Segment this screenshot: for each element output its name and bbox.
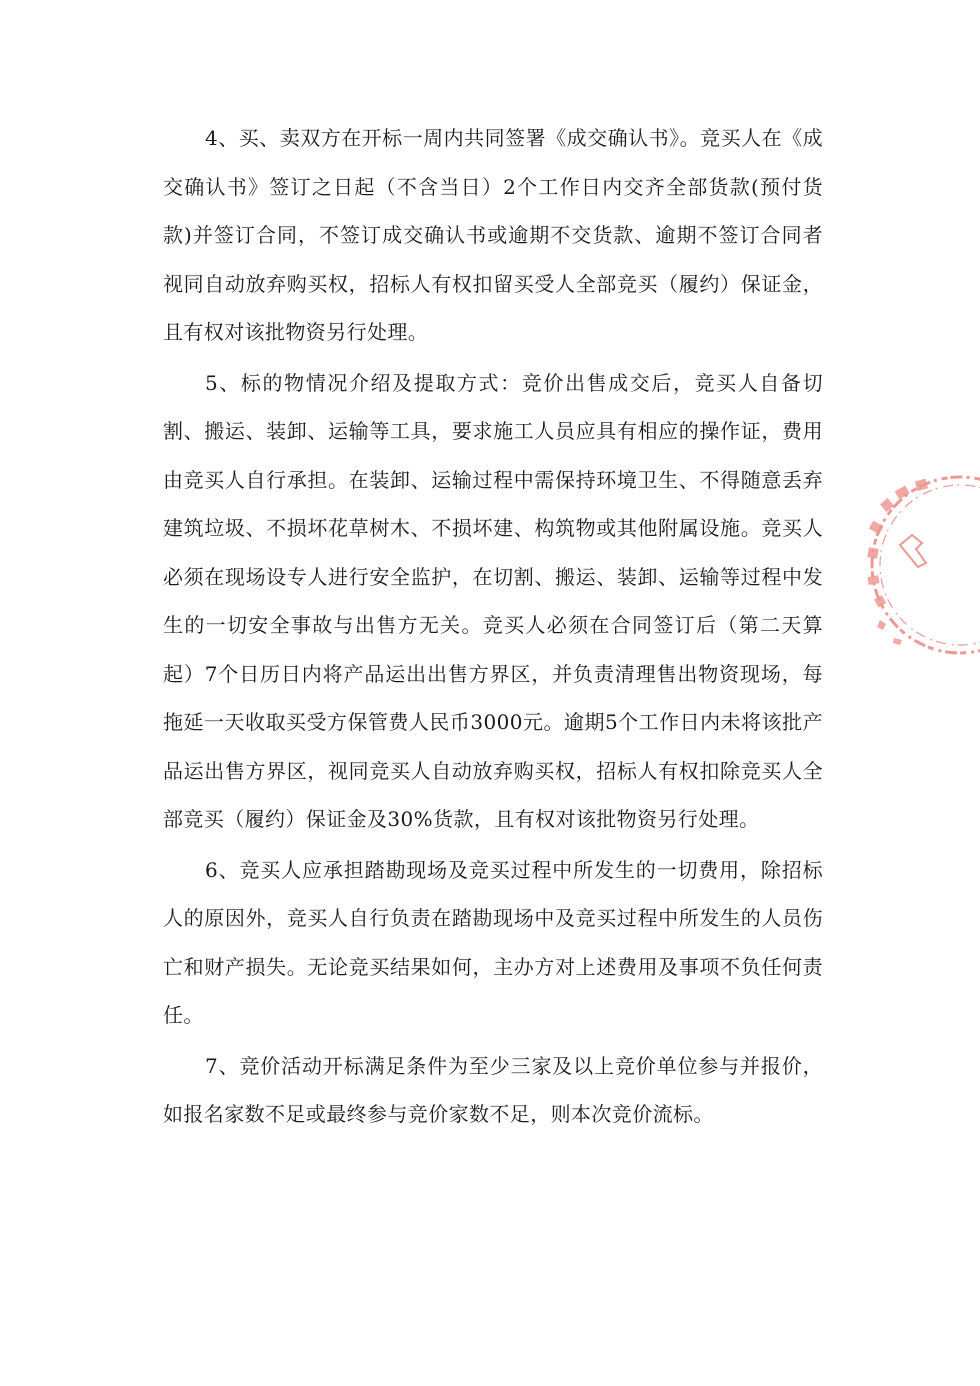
paragraph-5: 5、标的物情况介绍及提取方式：竞价出售成交后，竞买人自备切割、搬运、装卸、运输等工具，要求施工人员应具有相应的操作证，费用由竞买人自行承担。在装卸、运输过程中需保持环境卫生、不得随意丢弃建筑垃圾、不损坏花草树木、不损坏建、构筑物或其他附属设施。竞买人必须在现场设专人进行安全监护，在切割、搬运、装卸、运输等过程中发生的一切安全事故与出售方无关。竞买人必须在合同签订后（第二天算起）7个日历日内将产品运出出售方界区，并负责清理售出物资现场，每拖延一天收取买受方保管费人民币3000元。逾期5个工作日内未将该批产品运出售方界区，视同竞买人自动放弃购买权，招标人有权扣除竞买人全部竞买（履约）保证金及30%货款，且有权对该批物资另行处理。	[163, 370, 823, 831]
paragraph-7: 7、竞价活动开标满足条件为至少三家及以上竞价单位参与并报价，如报名家数不足或最终参与竞价家数不足，则本次竞价流标。	[163, 1053, 823, 1126]
red-seal-stamp	[860, 470, 980, 670]
paragraph-4: 4、买、卖双方在开标一周内共同签署《成交确认书》。竞买人在《成交确认书》签订之日起（不含当日）2个工作日内交齐全部货款(预付货款)并签订合同，不签订成交确认书或逾期不交货款、逾期不签订合同者视同自动放弃购买权，招标人有权扣留买受人全部竞买（履约）保证金，且有权对该批物资另行处理。	[163, 126, 823, 344]
paragraph-6: 6、竞买人应承担踏勘现场及竞买过程中所发生的一切费用，除招标人的原因外，竞买人自行负责在踏勘现场中及竞买过程中所发生的人员伤亡和财产损失。无论竞买结果如何，主办方对上述费用及事项不负任何责任。	[163, 857, 823, 1027]
document-body	[163, 114, 823, 1139]
